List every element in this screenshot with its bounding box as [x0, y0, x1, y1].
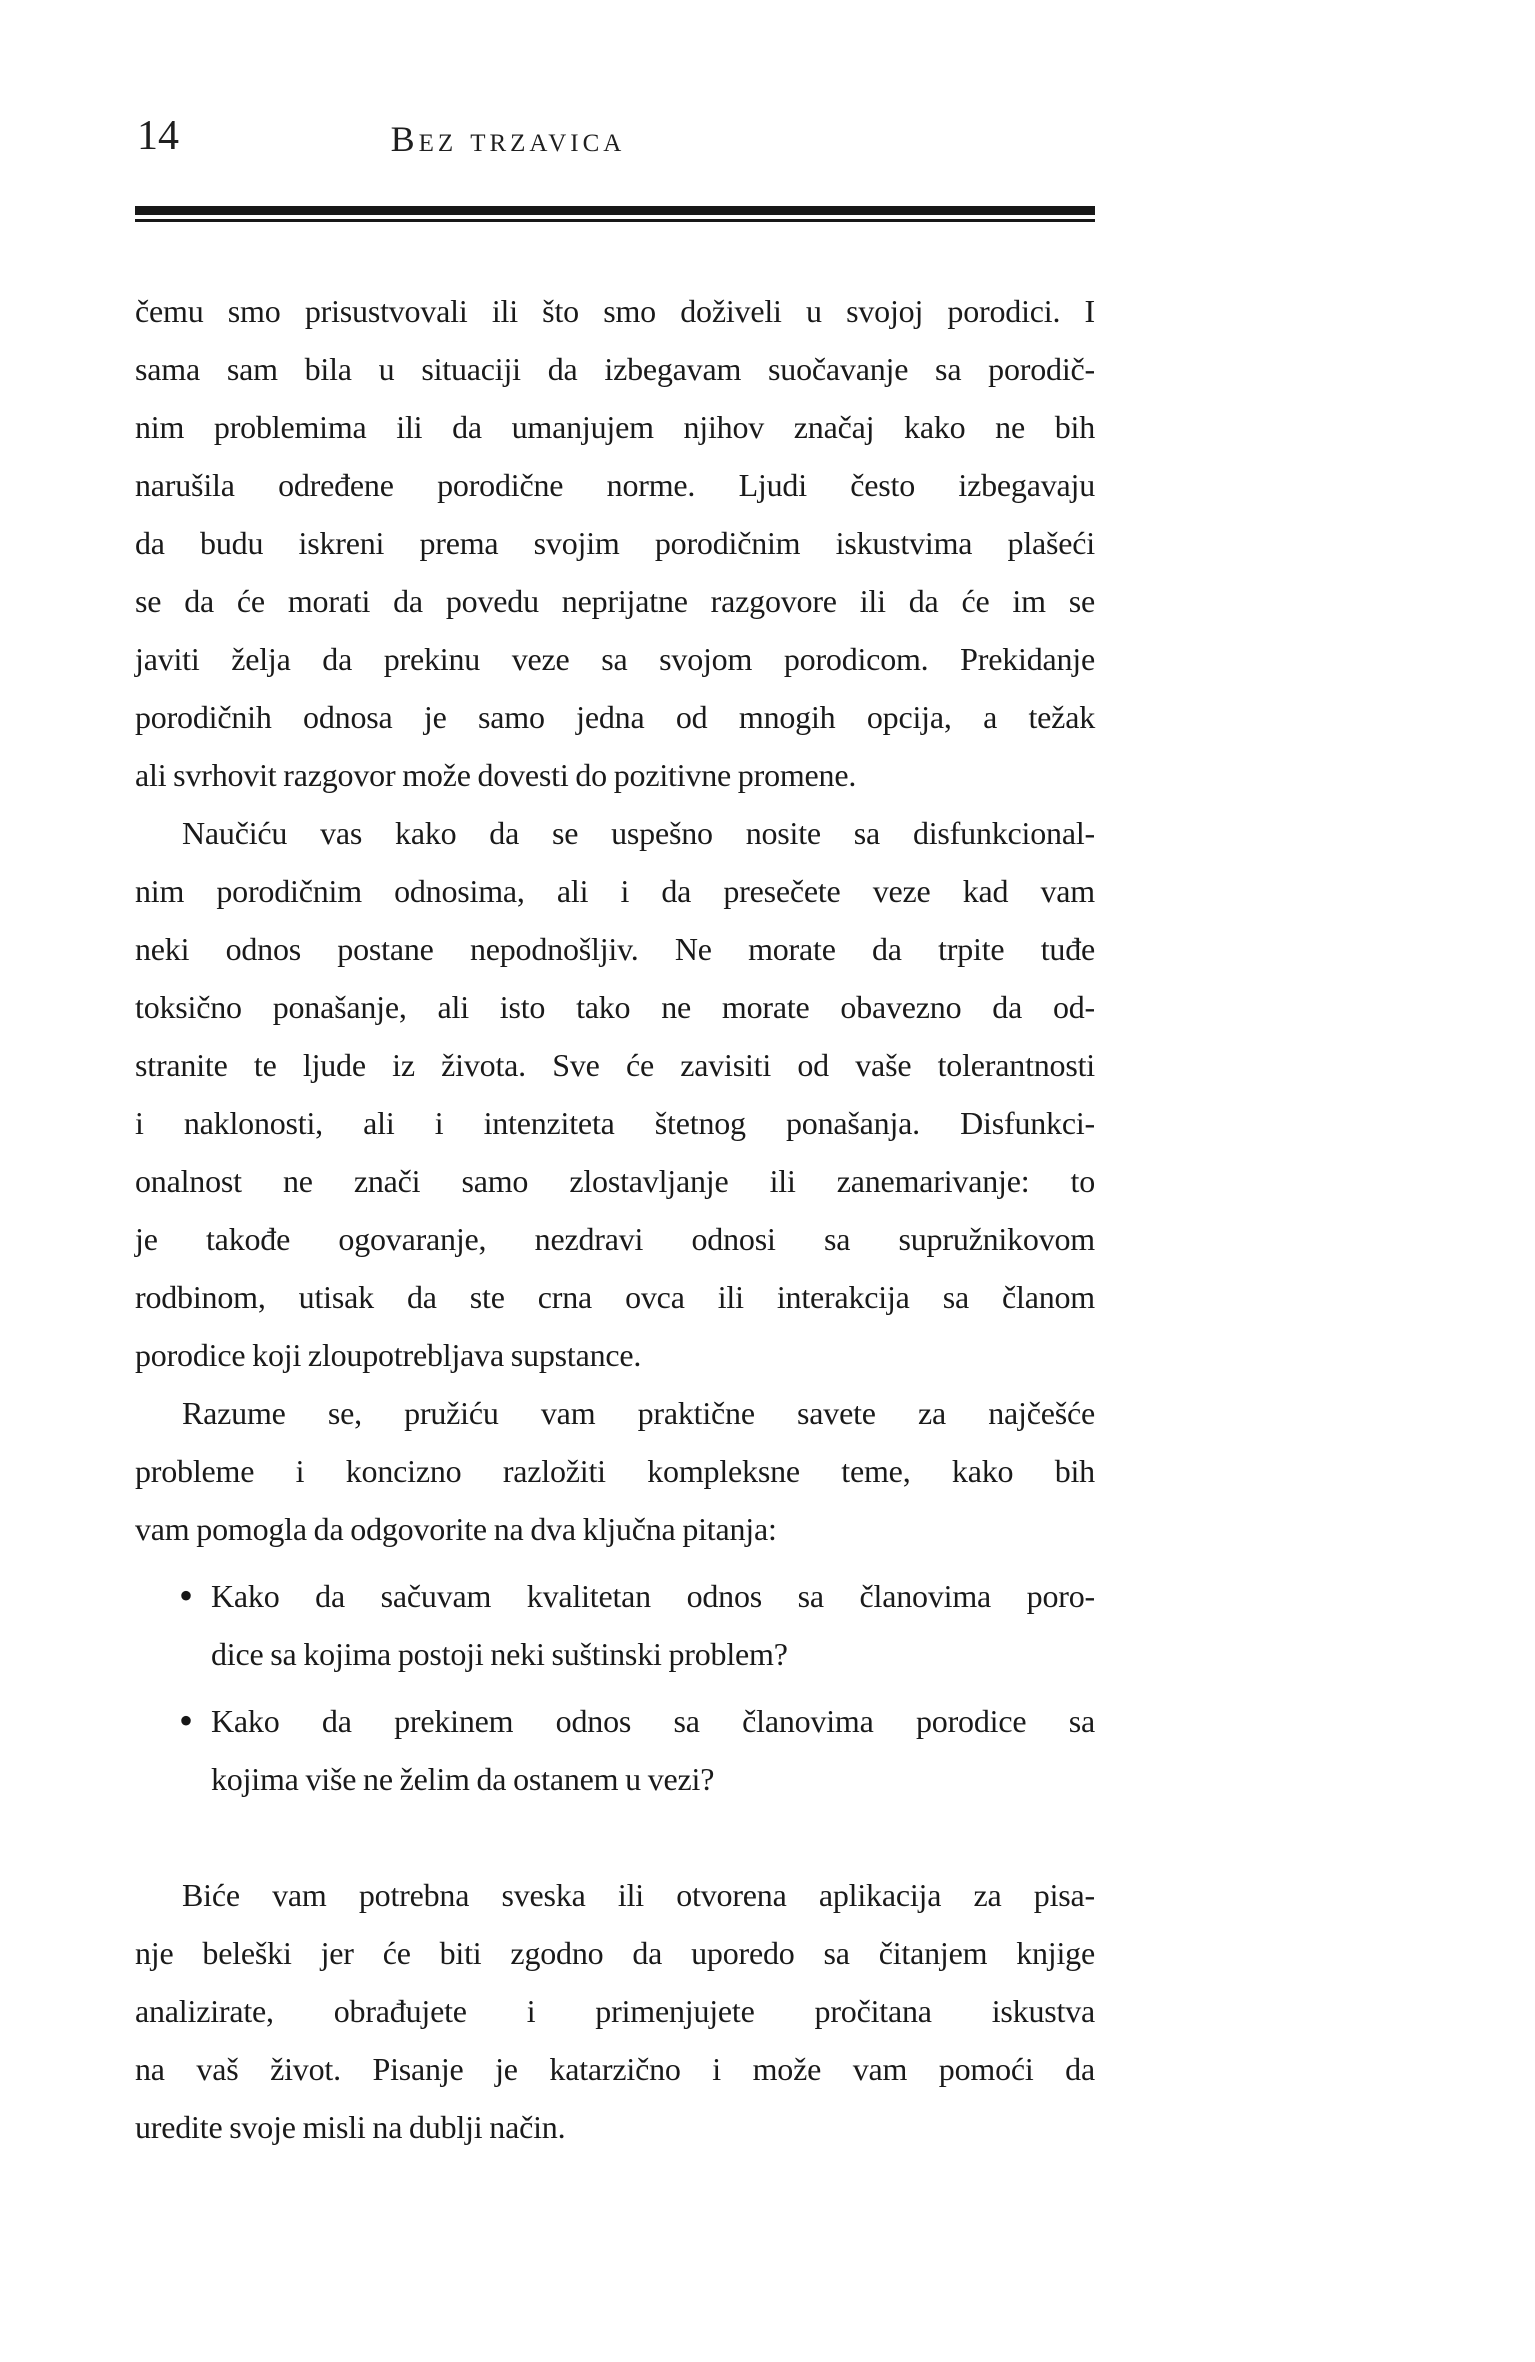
bullet-icon: •	[179, 1698, 193, 1743]
text-line: se da će morati da povedu neprijatne razgovore ili da će im se	[135, 583, 1095, 619]
text-line: dice sa kojima postoji neki suštinski problem?	[211, 1636, 788, 1672]
text-line: da budu iskreni prema svojim porodičnim iskustvima plašeći	[135, 525, 1095, 561]
text-line: javiti želja da prekinu veze sa svojom porodicom. Prekidanje	[135, 641, 1095, 677]
text-line: Razume se, pružiću vam praktične savete za najčešće	[182, 1395, 1095, 1431]
text-line: sama sam bila u situaciji da izbegavam suočavanje sa porodič-	[135, 351, 1095, 387]
text-line: na vaš život. Pisanje je katarzično i može vam pomoći da	[135, 2051, 1095, 2087]
text-line: rodbinom, utisak da ste crna ovca ili interakcija sa članom	[135, 1279, 1095, 1315]
text-line: nim porodičnim odnosima, ali i da presečete veze kad vam	[135, 873, 1095, 909]
paragraph	[135, 1384, 1095, 1558]
text-line: Biće vam potrebna sveska ili otvorena aplikacija za pisa-	[182, 1877, 1095, 1913]
page-number: 14	[137, 113, 179, 159]
text-line: nje beleški jer će biti zgodno da uporedo sa čitanjem knjige	[135, 1935, 1095, 1971]
text-line: neki odnos postane nepodnošljiv. Ne morate da trpite tuđe	[135, 931, 1095, 967]
text-line: narušila određene porodične norme. Ljudi često izbegavaju	[135, 467, 1095, 503]
text-line: onalnost ne znači samo zlostavljanje ili zanemarivanje: to	[135, 1163, 1095, 1199]
text-line: ali svrhovit razgovor može dovesti do pozitivne promene.	[135, 757, 857, 793]
text-line: kojima više ne želim da ostanem u vezi?	[211, 1761, 715, 1797]
text-line: vam pomogla da odgovorite na dva ključna pitanja:	[135, 1511, 777, 1547]
text-line: Kako da prekinem odnos sa članovima porodice sa	[211, 1703, 1095, 1739]
paragraph	[135, 804, 1095, 1384]
text-line: stranite te ljude iz života. Sve će zavisiti od vaše tolerantnosti	[135, 1047, 1095, 1083]
bullet-icon: •	[179, 1573, 193, 1618]
text-line: Kako da sačuvam kvalitetan odnos sa članovima poro-	[211, 1578, 1095, 1614]
text-line: analizirate, obrađujete i primenjujete pročitana iskustva	[135, 1993, 1095, 2029]
page-body	[135, 282, 1095, 2156]
text-line: nim problemima ili da umanjujem njihov značaj kako ne bih	[135, 409, 1095, 445]
text-line: uredite svoje misli na dublji način.	[135, 2109, 566, 2145]
running-title: Bez trzavica	[390, 119, 626, 159]
text-line: probleme i koncizno razložiti kompleksne teme, kako bih	[135, 1453, 1095, 1489]
text-line: čemu smo prisustvovali ili što smo doživeli u svojoj porodici. I	[135, 293, 1095, 329]
text-line: toksično ponašanje, ali isto tako ne morate obavezno da od-	[135, 989, 1095, 1025]
paragraph	[135, 282, 1095, 804]
paragraph	[135, 1866, 1095, 2156]
text-line: je takođe ogovaranje, nezdravi odnosi sa supružnikovom	[135, 1221, 1095, 1257]
text-line: Naučiću vas kako da se uspešno nosite sa disfunkcional-	[182, 815, 1095, 851]
text-line: i naklonosti, ali i intenziteta štetnog ponašanja. Disfunkci-	[135, 1105, 1095, 1141]
text-line: porodice koji zloupotrebljava supstance.	[135, 1337, 642, 1373]
bullet-item	[135, 1567, 1095, 1683]
text-line: porodičnih odnosa je samo jedna od mnogih opcija, a težak	[135, 699, 1095, 735]
bullet-item	[135, 1692, 1095, 1808]
header-divider	[135, 206, 1095, 222]
